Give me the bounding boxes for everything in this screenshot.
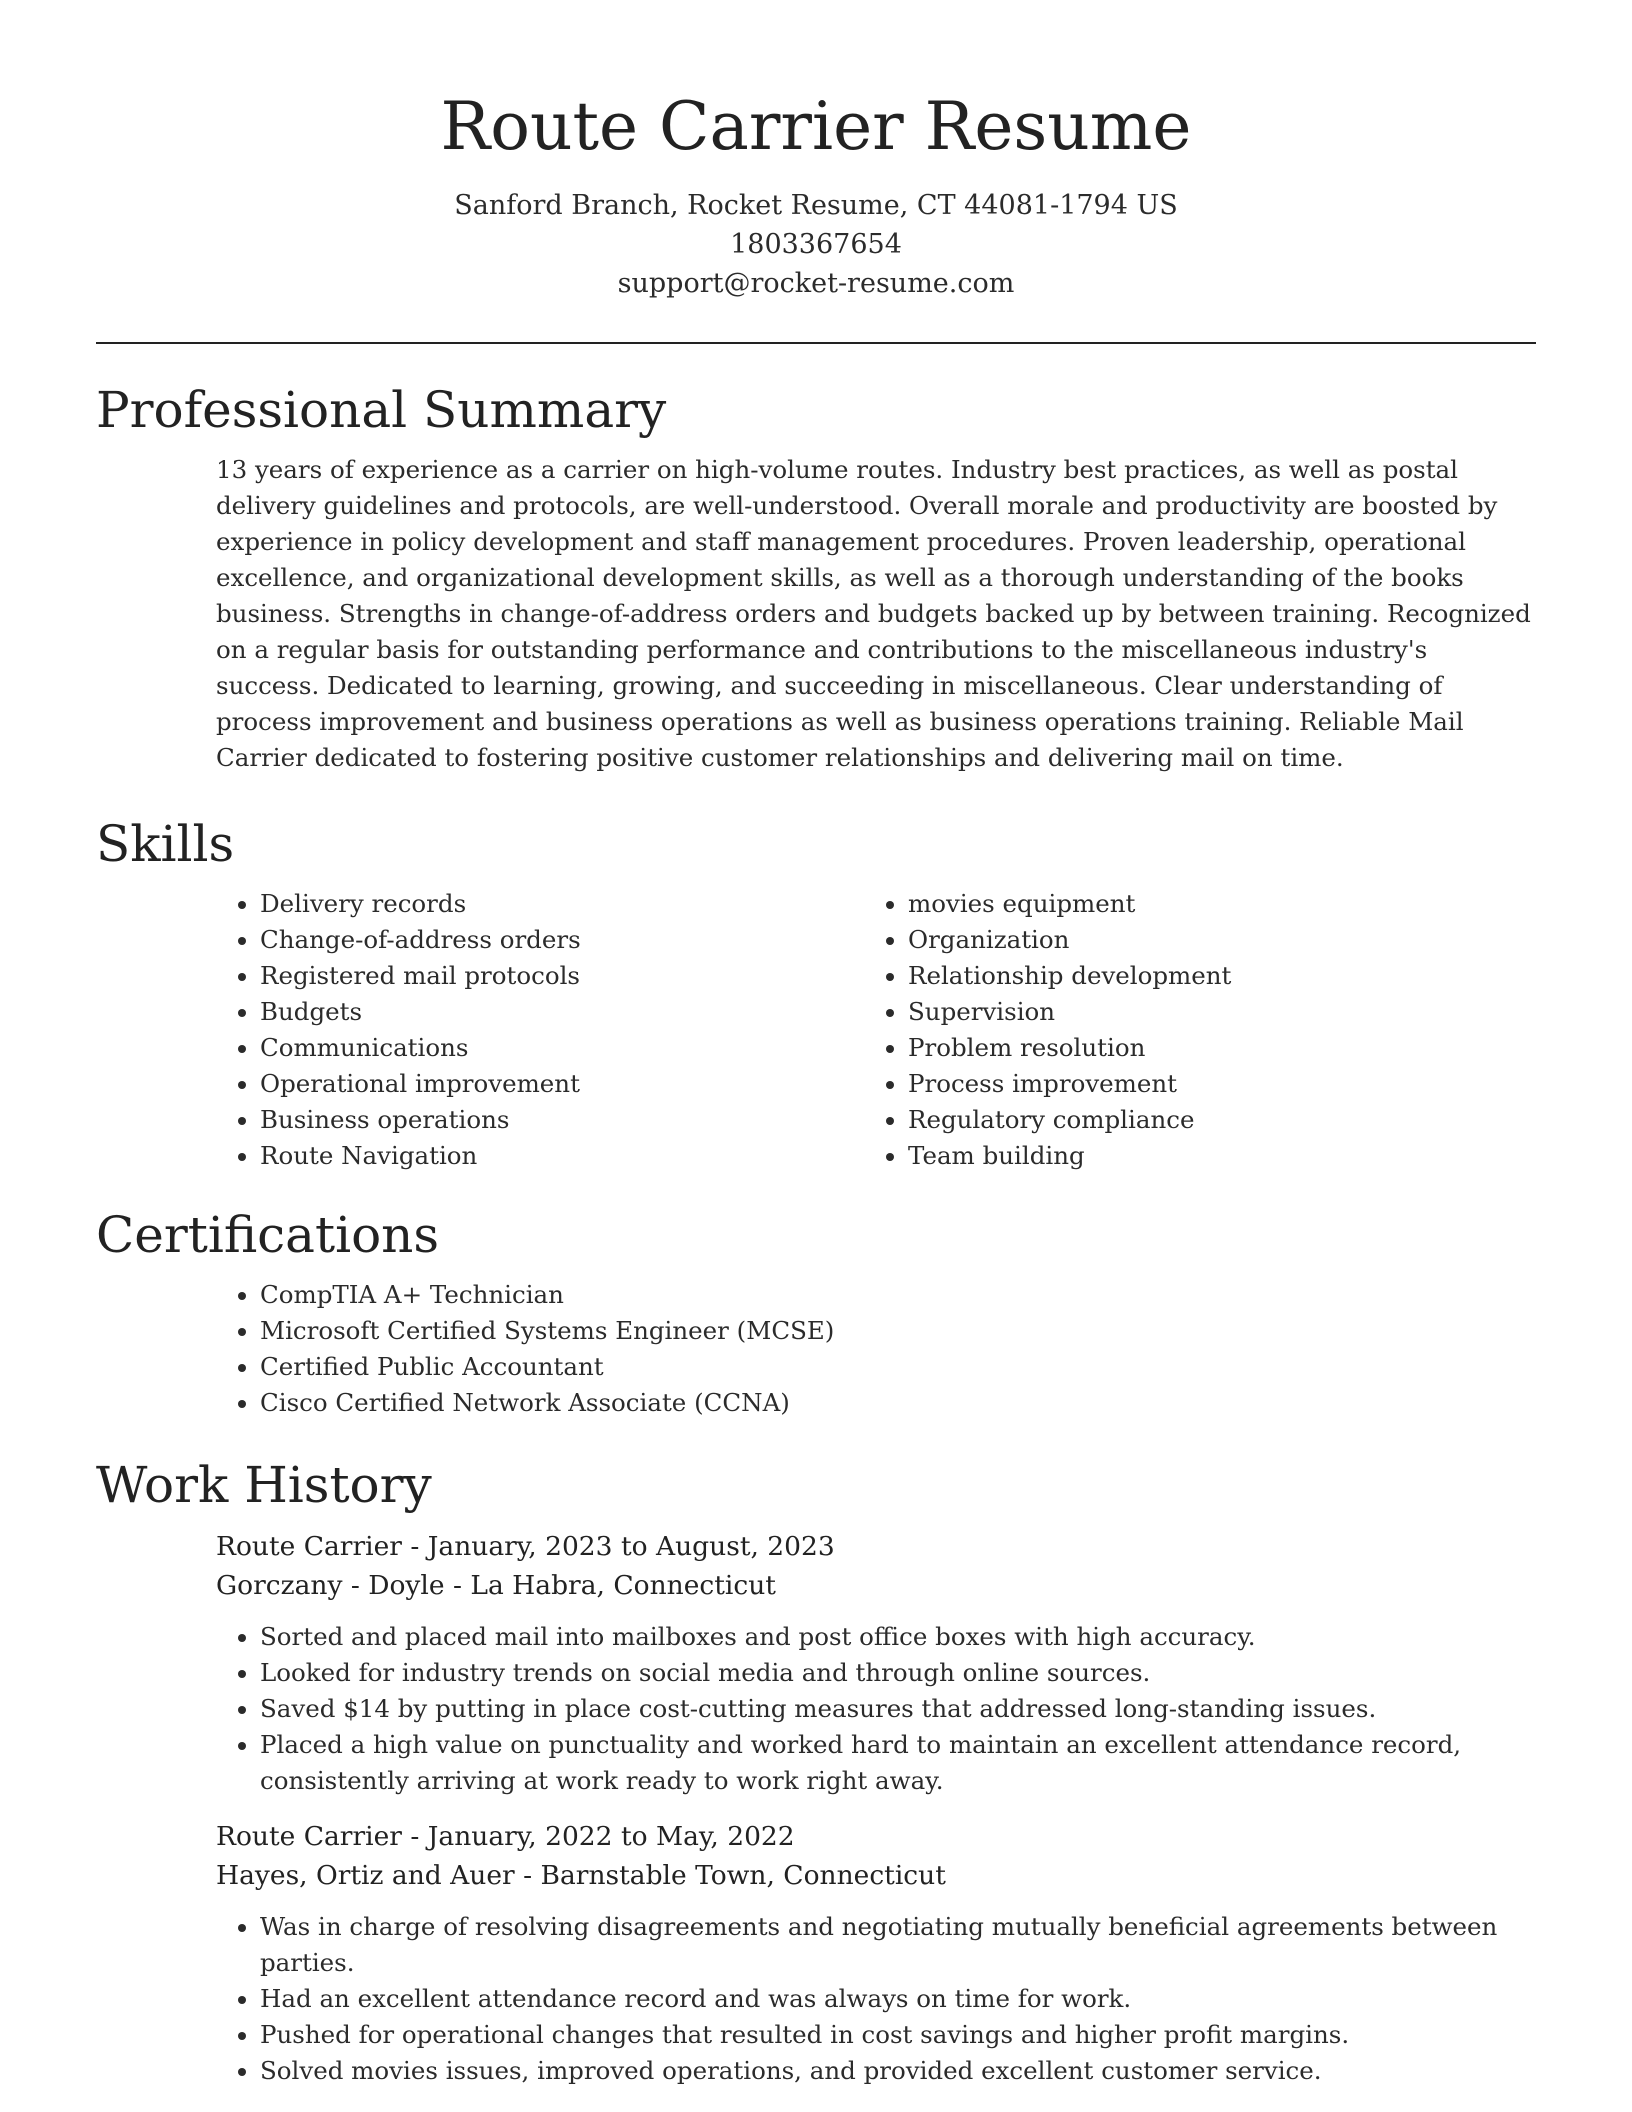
list-item: • Was in charge of resolving disagreements and negotiating mutually beneficial agreements between parties. (260, 1909, 1536, 1981)
email: support@rocket-resume.com (617, 268, 1015, 299)
job-entry (216, 1817, 1536, 2089)
certifications-heading: Certifications (96, 1206, 440, 1264)
job-company-line: Hayes, Ortiz and Auer - Barnstable Town, Connecticut (216, 1860, 946, 1891)
list-item: • Saved $14 by putting in place cost-cutting measures that addressed long-standing issues. (260, 1691, 1536, 1727)
skills-columns (96, 886, 1536, 1174)
list-item: • Delivery records (260, 886, 746, 922)
list-item: • movies equipment (908, 886, 1396, 922)
job-entry (216, 1527, 1536, 1799)
list-item: • Route Navigation (260, 1138, 746, 1174)
list-item: • Registered mail protocols (260, 958, 746, 994)
list-item: • Regulatory compliance (908, 1102, 1396, 1138)
summary-text: 13 years of experience as a carrier on high-volume routes. Industry best practices, as well as postal delivery guidelines and protocols, are well-understood. Overall morale and productivity are boosted by experience in policy development and staff management procedures. Proven leadership, operational excellence, and organizational development skills, as well as a thorough understanding of the books business. Strengths in change-of-address orders and budgets backed up by between training. Recognized on a regular basis for outstanding performance and contributions to the miscellaneous industry's success. Dedicated to learning, growing, and succeeding in miscellaneous. Clear understanding of process improvement and business operations as well as business operations training. Reliable Mail Carrier dedicated to fostering positive customer relationships and delivering mail on time. (216, 455, 1531, 772)
work-history-heading: Work History (96, 1456, 432, 1514)
address: Sanford Branch, Rocket Resume, CT 44081-1794 US (454, 190, 1178, 221)
header-divider (96, 342, 1536, 344)
skills-section (96, 812, 1536, 1174)
list-item: • Team building (908, 1138, 1396, 1174)
list-item: • Process improvement (908, 1066, 1396, 1102)
list-item: • Operational improvement (260, 1066, 746, 1102)
list-item: • Sorted and placed mail into mailboxes and post office boxes with high accuracy. (260, 1619, 1536, 1655)
skills-column-left (96, 886, 746, 1174)
list-item: • Had an excellent attendance record and was always on time for work. (260, 1981, 1536, 2017)
list-item: • Supervision (908, 994, 1396, 1030)
list-item: • Cisco Certified Network Associate (CCNA) (260, 1385, 1536, 1421)
list-item: • Communications (260, 1030, 746, 1066)
page-title: Route Carrier Resume (440, 88, 1192, 165)
list-item: • Certified Public Accountant (260, 1349, 1536, 1385)
list-item: • CompTIA A+ Technician (260, 1277, 1536, 1313)
contact-block (0, 186, 1632, 303)
list-item: • Change-of-address orders (260, 922, 746, 958)
list-item: • Problem resolution (908, 1030, 1396, 1066)
skills-column-right (746, 886, 1396, 1174)
summary-section (96, 378, 1536, 776)
summary-heading: Professional Summary (96, 381, 667, 439)
skills-heading: Skills (96, 815, 235, 873)
list-item: • Solved movies issues, improved operations, and provided excellent customer service. (260, 2053, 1536, 2089)
list-item: • Budgets (260, 994, 746, 1030)
list-item: • Organization (908, 922, 1396, 958)
list-item: • Placed a high value on punctuality and worked hard to maintain an excellent attendance record, consistently arriving at work ready to work right away. (260, 1727, 1536, 1799)
list-item: • Relationship development (908, 958, 1396, 994)
work-history-section (96, 1453, 1536, 2089)
list-item: • Microsoft Certified Systems Engineer (MCSE) (260, 1313, 1536, 1349)
job-title-line: Route Carrier - January, 2023 to August, 2023 (216, 1531, 835, 1562)
phone: 1803367654 (730, 229, 902, 260)
resume-header (0, 82, 1632, 303)
list-item: • Looked for industry trends on social media and through online sources. (260, 1655, 1536, 1691)
job-company-line: Gorczany - Doyle - La Habra, Connecticut (216, 1570, 776, 1601)
job-title-line: Route Carrier - January, 2022 to May, 2022 (216, 1821, 795, 1852)
list-item: • Business operations (260, 1102, 746, 1138)
certifications-section (96, 1203, 1536, 1421)
list-item: • Pushed for operational changes that resulted in cost savings and higher profit margins. (260, 2017, 1536, 2053)
